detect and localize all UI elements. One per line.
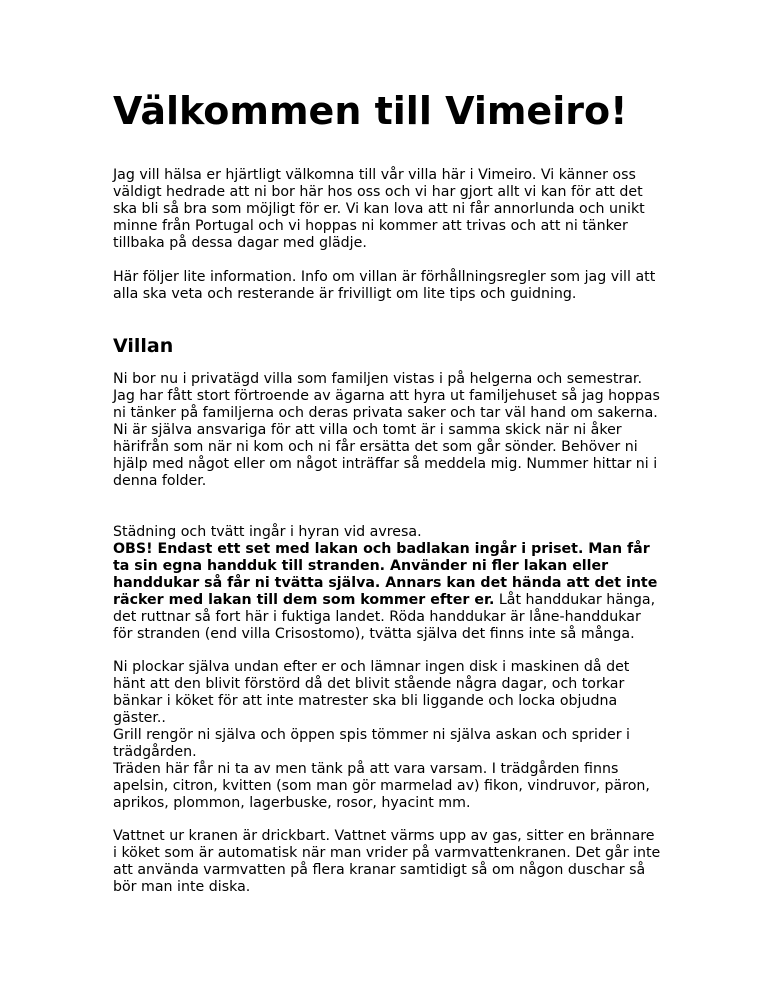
garden-paragraph: Träden här får ni ta av men tänk på att vara varsam. I trädgården finns apelsin, citron, kvitten (som man gör marmelad av) fikon, vindruvor, päron, aprikos, plommon, lagerbuske, rosor, hyacint mm.	[113, 761, 650, 811]
cleaning-line: Städning och tvätt ingår i hyran vid avresa.	[113, 524, 422, 540]
dishes-paragraph	[113, 659, 661, 761]
dishes-text: Ni plockar själva undan efter er och lämnar ingen disk i maskinen då det hänt att den blivit förstörd då det blivit stående några dagar, och torkar bänkar i köket för att inte matrester ska bli liggande och locka objudna gäster..	[113, 659, 630, 726]
cleaning-bold-notice: OBS! Endast ett set med lakan och badlakan ingår i priset. Man får ta sin egna handduk till stranden. Använder ni fler lakan eller handdukar så får ni tvätta själva. Annars kan det hända att det inte räcker med lakan till dem som kommer efter er.	[113, 541, 658, 608]
villa-paragraph: Ni bor nu i privatägd villa som familjen vistas i på helgerna och semestrar. Jag har fått stort förtroende av ägarna att hyra ut familjehuset så jag hoppas ni tänker på familjerna och deras privata saker och tar väl hand om sakerna. Ni är själva ansvariga för att villa och tomt är i samma skick när ni åker härifrån som när ni kom och ni får ersätta det som går sönder. Behöver ni hjälp med något eller om något inträffar så meddela mig. Nummer hittar ni i denna folder.	[113, 371, 660, 489]
intro-paragraph: Jag vill hälsa er hjärtligt välkomna till vår villa här i Vimeiro. Vi känner oss väldigt hedrade att ni bor här hos oss och vi har gjort allt vi kan för att det ska bli så bra som möjligt för er. Vi kan lova att ni får annorlunda och unikt minne från Portugal och vi hoppas ni kommer att trivas och att ni tänker tillbaka på dessa dagar med glädje.	[113, 167, 645, 251]
cleaning-rest: Låt handdukar hänga, det ruttnar så fort här i fuktiga landet. Röda handdukar är låne-handdukar för stranden (end villa Crisostomo), tvätta själva det finns inte så många.	[113, 592, 656, 642]
cleaning-paragraph	[113, 524, 661, 643]
document-title: Välkommen till Vimeiro!	[113, 89, 628, 133]
water-paragraph: Vattnet ur kranen är drickbart. Vattnet värms upp av gas, sitter en brännare i köket som är automatisk när man vrider på varmvattenkranen. Det går inte att använda varmvatten på flera kranar samtidigt så om någon duschar så bör man inte diska.	[113, 828, 661, 895]
section-heading-villan: Villan	[113, 335, 174, 357]
info-paragraph: Här följer lite information. Info om villan är förhållningsregler som jag vill att alla ska veta och resterande är frivilligt om lite tips och guidning.	[113, 269, 656, 302]
grill-text: Grill rengör ni själva och öppen spis tömmer ni själva askan och sprider i trädgården.	[113, 727, 630, 760]
